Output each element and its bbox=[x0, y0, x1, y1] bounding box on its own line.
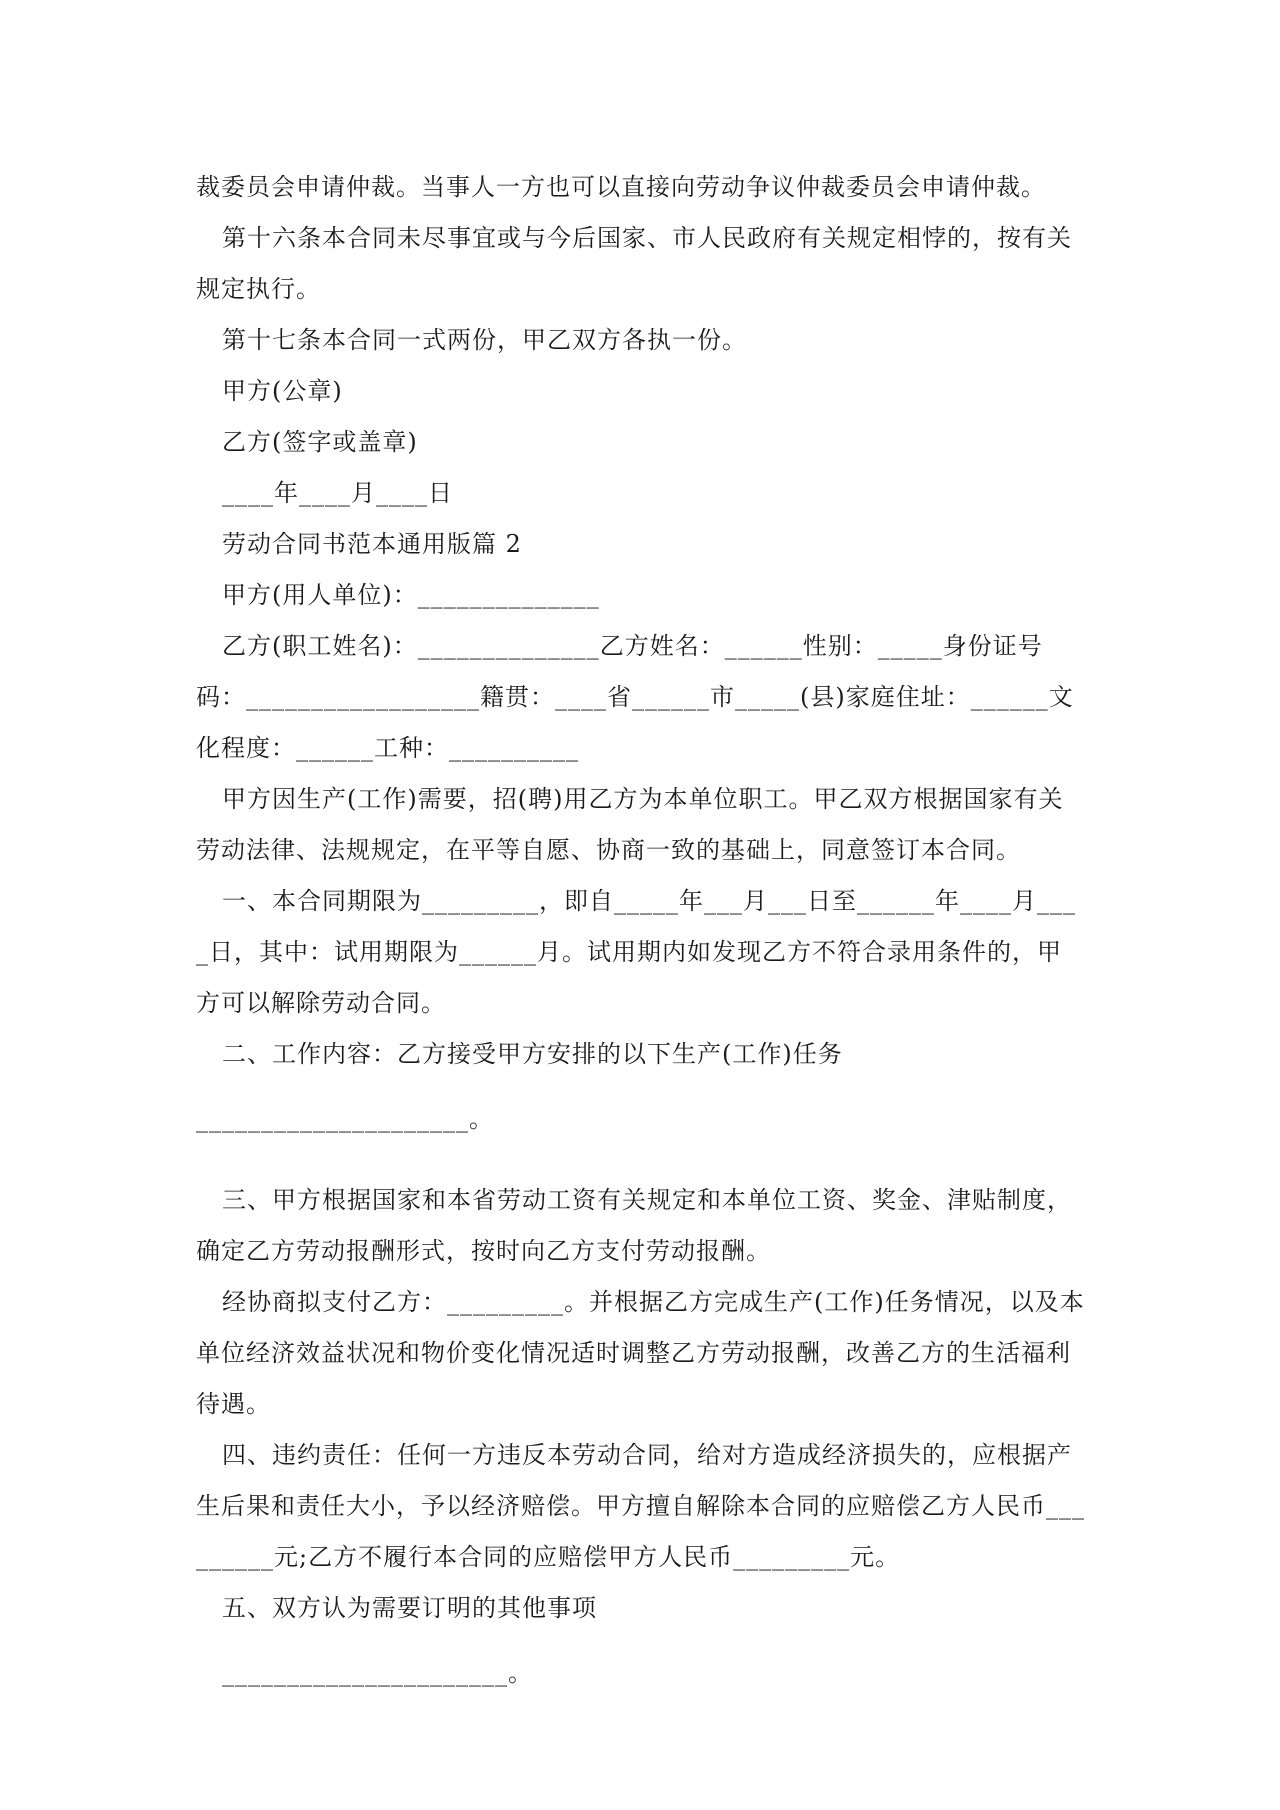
paragraph-arbitration-continued: 裁委员会申请仲裁。当事人一方也可以直接向劳动争议仲裁委员会申请仲裁。 bbox=[196, 173, 1046, 201]
document-page bbox=[196, 162, 1086, 1699]
party-b-info-fields: 乙方(职工姓名)：______________乙方姓名：______性别：_____身份证号码：__________________籍贯：____省______市_____(县)家庭住址：______文化程度：______工种：__________ bbox=[196, 632, 1074, 762]
work-content-blank: _____________________。 bbox=[196, 1105, 494, 1133]
paragraph-article-17: 第十七条本合同一式两份，甲乙双方各执一份。 bbox=[222, 326, 747, 354]
paragraph-article-16: 第十六条本合同未尽事宜或与今后国家、市人民政府有关规定相悖的，按有关规定执行。 bbox=[196, 224, 1072, 303]
clause-5-other-matters: 五、双方认为需要订明的其他事项 bbox=[222, 1594, 597, 1622]
party-a-employer-field: 甲方(用人单位)：______________ bbox=[222, 581, 600, 609]
paragraph-payment-terms: 经协商拟支付乙方：_________。并根据乙方完成生产(工作)任务情况，以及本单位经济效益状况和物价变化情况适时调整乙方劳动报酬，改善乙方的生活福利待遇。 bbox=[196, 1288, 1085, 1418]
date-line: ____年____月____日 bbox=[222, 479, 453, 507]
clause-2-work-content: 二、工作内容：乙方接受甲方安排的以下生产(工作)任务 bbox=[222, 1040, 843, 1068]
party-a-seal-line: 甲方(公章) bbox=[222, 377, 343, 405]
section-title-template-2: 劳动合同书范本通用版篇 2 bbox=[222, 530, 522, 558]
clause-4-liability: 四、违约责任：任何一方违反本劳动合同，给对方造成经济损失的，应根据产生后果和责任大小，予以经济赔偿。甲方擅自解除本合同的应赔偿乙方人民币_________元;乙方不履行本合同的应赔偿甲方人民币_________元。 bbox=[196, 1441, 1085, 1571]
clause-1-contract-term: 一、本合同期限为_________，即自_____年___月___日至______年____月____日，其中：试用期限为______月。试用期内如发现乙方不符合录用条件的，甲方可以解除劳动合同。 bbox=[196, 887, 1076, 1017]
party-b-signature-line: 乙方(签字或盖章) bbox=[222, 428, 418, 456]
other-matters-blank: ______________________。 bbox=[222, 1659, 533, 1687]
paragraph-recruitment: 甲方因生产(工作)需要，招(聘)用乙方为本单位职工。甲乙双方根据国家有关劳动法律、法规规定，在平等自愿、协商一致的基础上，同意签订本合同。 bbox=[196, 785, 1064, 864]
clause-3-remuneration: 三、甲方根据国家和本省劳动工资有关规定和本单位工资、奖金、津贴制度，确定乙方劳动报酬形式，按时向乙方支付劳动报酬。 bbox=[196, 1186, 1072, 1265]
